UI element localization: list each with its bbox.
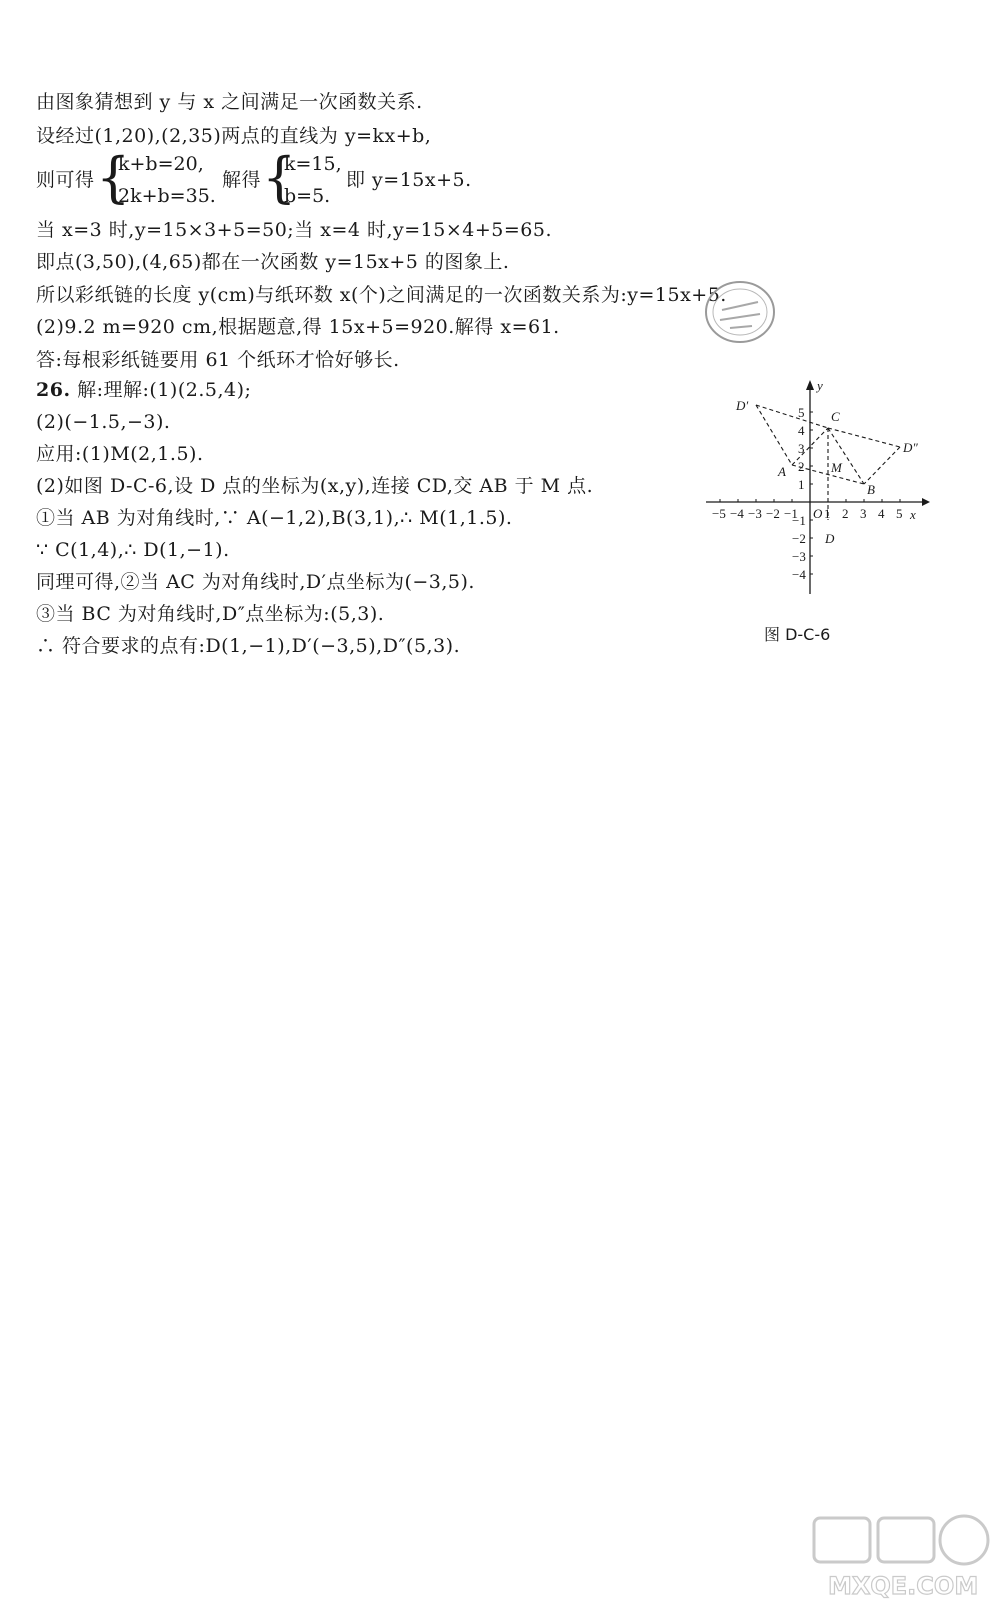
text-line: 所以彩纸链的长度 y(cm)与纸环数 x(个)之间满足的一次函数关系为:y=15x+5. <box>36 284 727 306</box>
point-label-c: C <box>831 409 840 424</box>
stamp-seal <box>700 272 780 352</box>
equation: b=5. <box>284 185 331 207</box>
equation: 2k+b=35. <box>118 185 216 207</box>
x-tick-label: −1 <box>784 506 798 521</box>
segment-dpp-b <box>864 447 900 484</box>
text-line: (2)如图 D-C-6,设 D 点的坐标为(x,y),连接 CD,交 AB 于 M 点. <box>36 475 594 497</box>
x-tick-label: −4 <box>730 506 744 521</box>
text-line: 应用:(1)M(2,1.5). <box>36 443 204 465</box>
text-line: 解得 <box>222 169 262 191</box>
text-line: 则可得 <box>36 169 95 191</box>
y-tick-label: 1 <box>798 477 805 492</box>
text-span: 解:理解:(1)(2.5,4); <box>70 379 252 401</box>
x-tick-label: 1 <box>824 506 831 521</box>
equation: k=15, <box>284 153 342 175</box>
point-label-dpp: D″ <box>903 440 918 455</box>
text-line: 设经过(1,20),(2,35)两点的直线为 y=kx+b, <box>36 125 432 147</box>
y-tick-label: 4 <box>798 423 805 438</box>
x-tick-label: −3 <box>748 506 762 521</box>
y-axis-label: y <box>817 378 823 393</box>
text-line: 即 y=15x+5. <box>346 169 472 191</box>
x-tick-label: 4 <box>878 506 885 521</box>
text-line: 答:每根彩纸链要用 61 个纸环才恰好够长. <box>36 349 400 371</box>
text-line <box>36 378 251 402</box>
problem-number: 26. <box>36 379 71 401</box>
y-tick-label: −2 <box>792 531 806 546</box>
point-label-a: A <box>778 464 786 479</box>
x-tick-label: −2 <box>766 506 780 521</box>
coordinate-figure <box>700 374 940 614</box>
text-line: 由图象猜想到 y 与 x 之间满足一次函数关系. <box>36 91 423 113</box>
equation: k+b=20, <box>118 153 204 175</box>
text-line: ①当 AB 为对角线时,∵ A(−1,2),B(3,1),∴ M(1,1.5). <box>36 507 513 529</box>
svg-text:MXQE.COM: MXQE.COM <box>828 1572 979 1600</box>
text-line: 即点(3,50),(4,65)都在一次函数 y=15x+5 的图象上. <box>36 251 510 273</box>
watermark-logo <box>808 1510 998 1606</box>
y-axis-arrow-icon <box>806 380 814 390</box>
y-tick-label: 2 <box>798 459 805 474</box>
x-tick-label: 2 <box>842 506 849 521</box>
text-line: (2)(−1.5,−3). <box>36 411 171 433</box>
brace-left: { <box>96 146 131 209</box>
origin-label: O <box>813 506 823 521</box>
y-tick-label: −4 <box>792 567 806 582</box>
point-label-b: B <box>867 482 875 497</box>
segment-dp-a <box>756 405 792 465</box>
text-line: ∵ C(1,4),∴ D(1,−1). <box>36 539 230 561</box>
y-tick-label: 3 <box>798 441 805 456</box>
point-label-dprime: D′ <box>736 398 749 413</box>
x-axis-arrow-icon <box>922 498 930 506</box>
segment-dp-c <box>756 405 828 428</box>
brace-left: { <box>262 146 297 209</box>
x-axis-label: x <box>910 507 916 522</box>
y-tick-label: −1 <box>792 513 806 528</box>
point-label-d: D <box>825 531 835 546</box>
text-line: ∴ 符合要求的点有:D(1,−1),D′(−3,5),D″(5,3). <box>36 635 461 657</box>
text-line: (2)9.2 m=920 cm,根据题意,得 15x+5=920.解得 x=61. <box>36 316 560 338</box>
figure-caption: 图 D-C-6 <box>764 625 831 644</box>
y-tick-label: 5 <box>798 405 805 420</box>
segment-c-dpp <box>828 428 900 447</box>
text-line: ③当 BC 为对角线时,D″点坐标为:(5,3). <box>36 603 385 625</box>
x-tick-label: 3 <box>860 506 867 521</box>
x-tick-label: 5 <box>896 506 903 521</box>
point-label-m: M <box>831 460 842 475</box>
text-line: 同理可得,②当 AC 为对角线时,D′点坐标为(−3,5). <box>36 571 475 593</box>
y-tick-label: −3 <box>792 549 806 564</box>
text-line: 当 x=3 时,y=15×3+5=50;当 x=4 时,y=15×4+5=65. <box>36 219 553 241</box>
x-tick-label: −5 <box>712 506 726 521</box>
